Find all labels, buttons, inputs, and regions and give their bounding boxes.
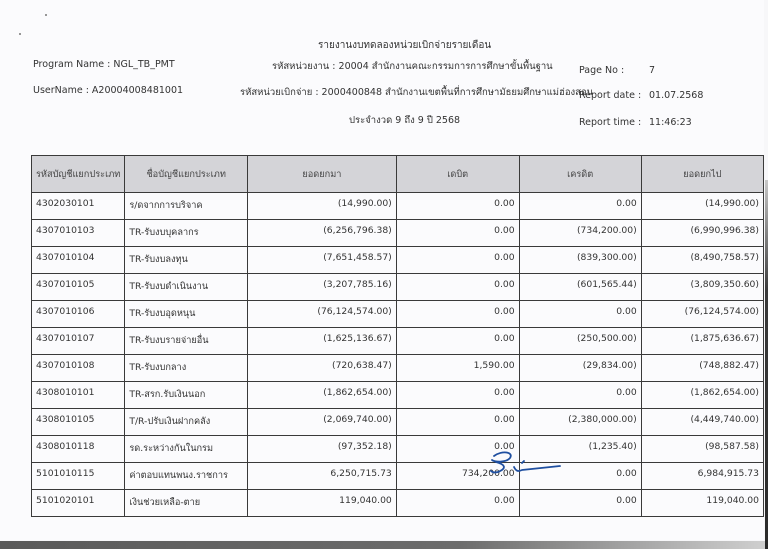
cell-debit: 0.00 bbox=[396, 274, 519, 301]
cell-debit: 0.00 bbox=[396, 382, 519, 409]
table-row bbox=[32, 301, 764, 328]
cell-credit: (734,200.00) bbox=[519, 220, 641, 247]
column-header-credit: เครดิต bbox=[519, 156, 641, 193]
table-row bbox=[32, 355, 764, 382]
cell-opening-balance: (7,651,458.57) bbox=[248, 247, 397, 274]
cell-closing-balance: (4,449,740.00) bbox=[641, 409, 763, 436]
cell-account-name: T/R-ปรับเงินฝากคลัง bbox=[125, 409, 248, 436]
cell-opening-balance: (2,069,740.00) bbox=[248, 409, 397, 436]
cell-debit: 0.00 bbox=[396, 193, 519, 220]
cell-opening-balance: (14,990.00) bbox=[248, 193, 397, 220]
cell-account-name: TR-รับงบบุคลากร bbox=[125, 220, 248, 247]
column-header-account-code: รหัสบัญชีแยกประเภท bbox=[32, 156, 125, 193]
cell-account-code: 5101010115 bbox=[32, 463, 125, 490]
cell-account-name: ค่าตอบแทนพนง.ราชการ bbox=[125, 463, 248, 490]
table-row bbox=[32, 490, 764, 517]
table-row bbox=[32, 193, 764, 220]
report-title: รายงานงบทดลองหน่วยเบิกจ่ายรายเดือน bbox=[318, 40, 492, 51]
cell-account-name: TR-รับงบอุดหนุน bbox=[125, 301, 248, 328]
table-row bbox=[32, 409, 764, 436]
cell-account-name: TR-รับงบดำเนินงาน bbox=[125, 274, 248, 301]
cell-credit: 0.00 bbox=[519, 490, 641, 517]
cell-debit: 0.00 bbox=[396, 436, 519, 463]
cell-credit: (2,380,000.00) bbox=[519, 409, 641, 436]
cell-closing-balance: (748,882.47) bbox=[641, 355, 763, 382]
cell-account-code: 4307010108 bbox=[32, 355, 125, 382]
cell-account-name: TR-สรก.รับเงินนอก bbox=[125, 382, 248, 409]
column-header-debit: เดบิต bbox=[396, 156, 519, 193]
cell-account-name: TR-รับงบรายจ่ายอื่น bbox=[125, 328, 248, 355]
cell-closing-balance: 6,984,915.73 bbox=[641, 463, 763, 490]
cell-account-code: 4308010101 bbox=[32, 382, 125, 409]
cell-credit: 0.00 bbox=[519, 193, 641, 220]
cell-account-code: 4307010103 bbox=[32, 220, 125, 247]
cell-opening-balance: 119,040.00 bbox=[248, 490, 397, 517]
cell-opening-balance: 6,250,715.73 bbox=[248, 463, 397, 490]
scan-speck bbox=[19, 33, 21, 35]
cell-account-code: 4307010105 bbox=[32, 274, 125, 301]
cell-opening-balance: (3,207,785.16) bbox=[248, 274, 397, 301]
table-row bbox=[32, 382, 764, 409]
table-row bbox=[32, 328, 764, 355]
table-header-row bbox=[32, 156, 764, 193]
cell-account-code: 4307010107 bbox=[32, 328, 125, 355]
report-period: ประจำงวด 9 ถึง 9 ปี 2568 bbox=[349, 115, 461, 126]
cell-closing-balance: (3,809,350.60) bbox=[641, 274, 763, 301]
cell-account-name: TR-รับงบลงทุน bbox=[125, 247, 248, 274]
cell-debit: 0.00 bbox=[396, 328, 519, 355]
page-no-value: 7 bbox=[649, 65, 656, 76]
cell-opening-balance: (76,124,574.00) bbox=[248, 301, 397, 328]
cell-credit: (250,500.00) bbox=[519, 328, 641, 355]
cell-credit: (1,235.40) bbox=[519, 436, 641, 463]
cell-debit: 0.00 bbox=[396, 301, 519, 328]
cell-debit: 1,590.00 bbox=[396, 355, 519, 382]
cell-closing-balance: (1,875,636.67) bbox=[641, 328, 763, 355]
handwritten-signature bbox=[488, 450, 568, 476]
cell-opening-balance: (1,625,136.67) bbox=[248, 328, 397, 355]
cell-credit: (839,300.00) bbox=[519, 247, 641, 274]
program-name: Program Name : NGL_TB_PMT bbox=[33, 59, 175, 70]
cell-closing-balance: 119,040.00 bbox=[641, 490, 763, 517]
cell-account-code: 4308010105 bbox=[32, 409, 125, 436]
table-row bbox=[32, 247, 764, 274]
cell-closing-balance: (6,990,996.38) bbox=[641, 220, 763, 247]
cell-closing-balance: (8,490,758.57) bbox=[641, 247, 763, 274]
signature-stroke bbox=[491, 452, 560, 472]
cell-account-code: 4302030101 bbox=[32, 193, 125, 220]
cell-closing-balance: (14,990.00) bbox=[641, 193, 763, 220]
cell-opening-balance: (97,352.18) bbox=[248, 436, 397, 463]
cell-account-name: รด.ระหว่างกันในกรม bbox=[125, 436, 248, 463]
column-header-account-name: ชื่อบัญชีแยกประเภท bbox=[125, 156, 248, 193]
cell-account-code: 4307010106 bbox=[32, 301, 125, 328]
department-code: รหัสหน่วยงาน : 20004 สำนักงานคณะกรรมการการศึกษาขั้นพื้นฐาน bbox=[272, 61, 553, 72]
cell-account-code: 4308010118 bbox=[32, 436, 125, 463]
cell-debit: 0.00 bbox=[396, 247, 519, 274]
scan-edge-bottom bbox=[0, 541, 765, 549]
table-row bbox=[32, 436, 764, 463]
cell-credit: 0.00 bbox=[519, 463, 641, 490]
cell-account-code: 4307010104 bbox=[32, 247, 125, 274]
trial-balance-table bbox=[31, 155, 764, 517]
table-row bbox=[32, 463, 764, 490]
cell-debit: 0.00 bbox=[396, 490, 519, 517]
cell-debit: 734,200.00 bbox=[396, 463, 519, 490]
cell-credit: (601,565.44) bbox=[519, 274, 641, 301]
cell-account-code: 5101020101 bbox=[32, 490, 125, 517]
report-time-label: Report time : bbox=[579, 117, 642, 128]
table-row bbox=[32, 274, 764, 301]
report-date-label: Report date : bbox=[579, 90, 642, 101]
page-no-label: Page No : bbox=[579, 65, 625, 76]
cell-credit: 0.00 bbox=[519, 382, 641, 409]
report-time-value: 11:46:23 bbox=[649, 117, 692, 128]
cell-closing-balance: (98,587.58) bbox=[641, 436, 763, 463]
cell-account-name: ร/ดจากการบริจาค bbox=[125, 193, 248, 220]
cell-opening-balance: (6,256,796.38) bbox=[248, 220, 397, 247]
cell-closing-balance: (76,124,574.00) bbox=[641, 301, 763, 328]
scan-speck bbox=[45, 14, 47, 16]
report-date-value: 01.07.2568 bbox=[649, 90, 704, 101]
cell-debit: 0.00 bbox=[396, 409, 519, 436]
table-body bbox=[32, 193, 764, 517]
table-row bbox=[32, 220, 764, 247]
cell-credit: 0.00 bbox=[519, 301, 641, 328]
cell-opening-balance: (720,638.47) bbox=[248, 355, 397, 382]
cell-credit: (29,834.00) bbox=[519, 355, 641, 382]
column-header-closing-balance: ยอดยกไป bbox=[641, 156, 763, 193]
column-header-opening-balance: ยอดยกมา bbox=[248, 156, 397, 193]
cell-closing-balance: (1,862,654.00) bbox=[641, 382, 763, 409]
user-name: UserName : A20004008481001 bbox=[33, 85, 184, 96]
cell-account-name: TR-รับงบกลาง bbox=[125, 355, 248, 382]
cell-opening-balance: (1,862,654.00) bbox=[248, 382, 397, 409]
cell-account-name: เงินช่วยเหลือ-ตาย bbox=[125, 490, 248, 517]
disbursing-unit-code: รหัสหน่วยเบิกจ่าย : 2000400848 สำนักงานเขตพื้นที่การศึกษามัธยมศึกษาแม่ฮ่องสอน bbox=[240, 87, 594, 98]
cell-debit: 0.00 bbox=[396, 220, 519, 247]
